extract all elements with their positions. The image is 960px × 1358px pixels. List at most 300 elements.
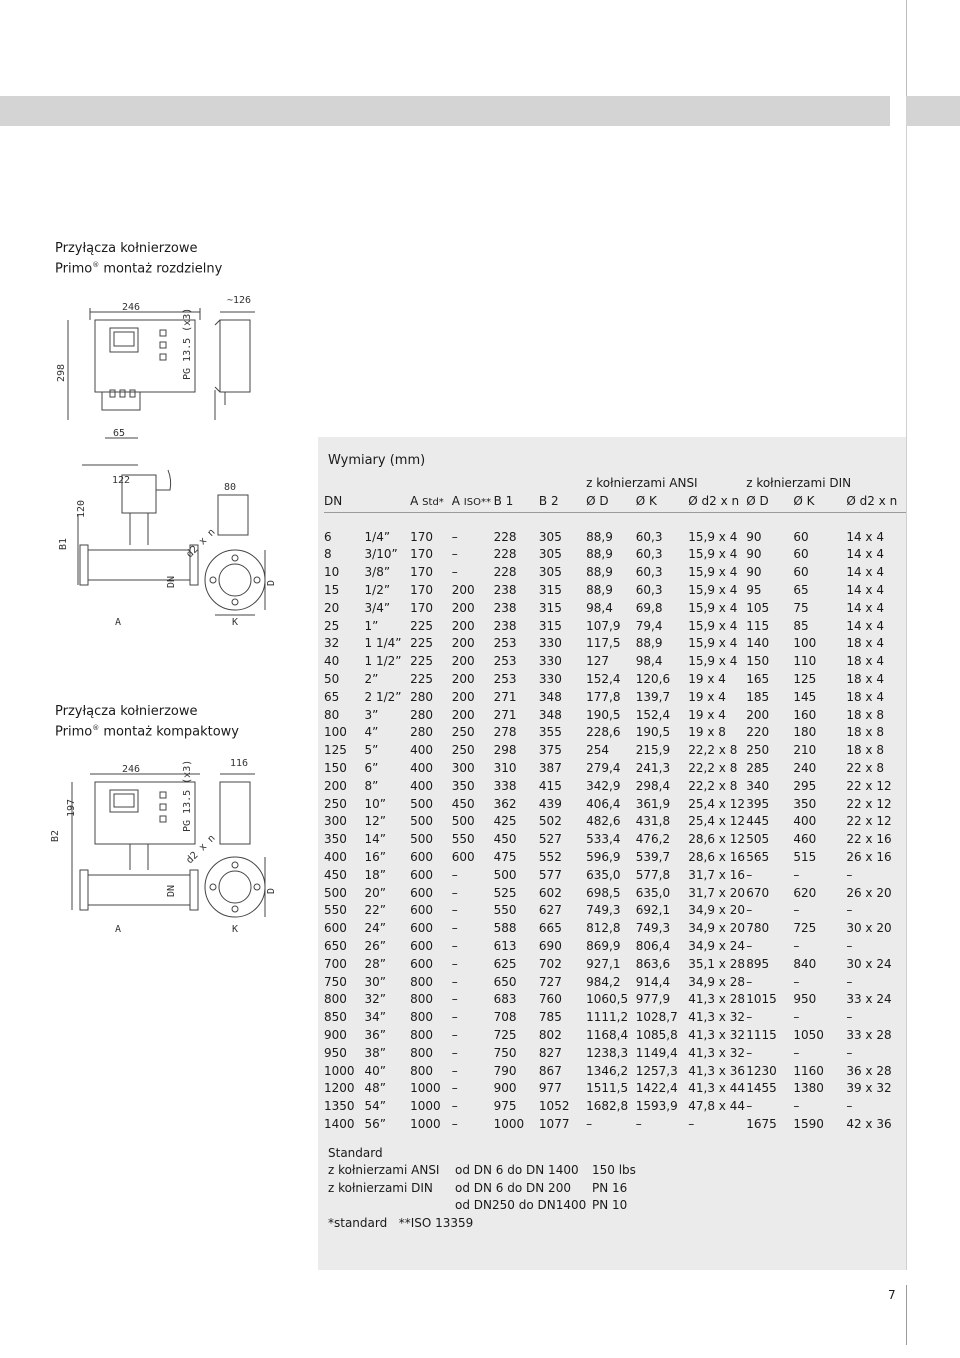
table-cell: 1077 <box>538 1116 570 1131</box>
table-cell: 250 <box>746 743 770 758</box>
table-cell: 95 <box>746 582 762 597</box>
table-cell: 22 x 12 <box>846 778 892 793</box>
standard-cell: PN 10 <box>592 1198 628 1213</box>
footnote-iso: **ISO 13359 <box>398 1215 474 1230</box>
col-b2: B 2 <box>539 493 586 512</box>
table-cell: – <box>451 921 458 936</box>
table-cell: 238 <box>493 582 517 597</box>
table-cell: 31,7 x 20 <box>688 885 745 900</box>
table-cell: 527 <box>538 832 562 847</box>
table-cell: 18” <box>364 867 387 882</box>
table-cell: 315 <box>538 600 562 615</box>
table-cell: – <box>451 547 458 562</box>
table-cell: 280 <box>410 707 434 722</box>
table-cell: 1111,2 <box>586 1010 629 1025</box>
table-cell: 450 <box>451 796 475 811</box>
table-cell: 800 <box>324 992 347 1007</box>
table-cell: 41,3 x 44 <box>688 1081 745 1096</box>
table-cell: 600 <box>410 921 434 936</box>
table-cell: – <box>793 867 800 882</box>
table-cell: 32 <box>324 636 340 651</box>
table-cell: 665 <box>538 921 562 936</box>
col-b1: B 1 <box>494 493 539 512</box>
table-cell: 1238,3 <box>586 1045 629 1060</box>
page-number: 7 <box>888 1288 896 1302</box>
standard-cell: z kołnierzami DIN <box>328 1180 433 1195</box>
table-cell: 14 x 4 <box>846 565 884 580</box>
table-cell: 34,9 x 20 <box>688 903 745 918</box>
table-row <box>324 902 906 920</box>
compact-label-dn: DN <box>166 884 177 897</box>
col-a-iso: A ISO** <box>452 493 494 512</box>
table-cell: 1115 <box>746 1027 777 1042</box>
table-cell: 330 <box>538 654 562 669</box>
table-cell: 827 <box>538 1045 562 1060</box>
table-cell: 19 x 4 <box>688 707 726 722</box>
table-cell: – <box>746 1045 753 1060</box>
table-cell: 90 <box>746 547 762 562</box>
table-cell: 727 <box>538 974 562 989</box>
table-cell: 505 <box>746 832 770 847</box>
table-cell: 1455 <box>746 1081 777 1096</box>
table-cell: 1422,4 <box>635 1081 678 1096</box>
table-row <box>324 707 906 725</box>
table-row <box>324 867 906 885</box>
dimensions-table <box>324 475 906 1134</box>
table-cell: – <box>846 1010 853 1025</box>
table-cell: 253 <box>493 636 517 651</box>
table-row <box>324 635 906 653</box>
table-cell: 60 <box>793 547 809 562</box>
table-row <box>324 778 906 796</box>
table-cell: 15,9 x 4 <box>688 582 738 597</box>
table-cell: 105 <box>746 600 770 615</box>
table-cell: – <box>846 974 853 989</box>
standard-row <box>328 1162 672 1179</box>
table-cell: 725 <box>793 921 817 936</box>
table-cell: 26 x 20 <box>846 885 892 900</box>
table-cell: 25 <box>324 618 340 633</box>
table-cell: 170 <box>410 582 434 597</box>
table-cell: 150 <box>324 760 347 775</box>
table-cell: 355 <box>538 725 562 740</box>
table-row <box>324 920 906 938</box>
table-cell: 200 <box>451 600 475 615</box>
table-cell: 400 <box>410 778 434 793</box>
table-cell: 650 <box>493 974 517 989</box>
table-cell: 170 <box>410 600 434 615</box>
table-cell: 298,4 <box>635 778 671 793</box>
table-cell: 802 <box>538 1027 562 1042</box>
table-cell: 361,9 <box>635 796 671 811</box>
table-cell: 550 <box>324 903 347 918</box>
table-cell: 1682,8 <box>586 1099 629 1114</box>
table-cell: 533,4 <box>586 832 621 847</box>
table-cell: 620 <box>793 885 817 900</box>
table-cell: 177,8 <box>586 689 621 704</box>
table-row <box>324 742 906 760</box>
table-cell: 450 <box>493 832 517 847</box>
table-cell: 280 <box>410 689 434 704</box>
compact-dim-side: 116 <box>230 758 249 769</box>
table-cell: 127 <box>586 654 610 669</box>
table-cell: – <box>746 903 753 918</box>
table-cell: 18 x 4 <box>846 689 884 704</box>
standard-row <box>328 1197 672 1214</box>
table-cell: 2” <box>364 671 379 686</box>
table-cell: 927,1 <box>586 956 621 971</box>
table-cell: 228 <box>493 565 517 580</box>
table-cell: 2 1/2” <box>364 689 402 704</box>
table-cell: 635,0 <box>635 885 671 900</box>
table-cell: 348 <box>538 707 562 722</box>
table-cell: 41,3 x 36 <box>688 1063 745 1078</box>
table-cell: 15,9 x 4 <box>688 636 738 651</box>
table-cell: 375 <box>538 743 562 758</box>
table-cell: 600 <box>410 938 434 953</box>
table-cell: 22 x 8 <box>846 760 884 775</box>
table-cell: 88,9 <box>586 547 613 562</box>
split-label-dn: DN <box>166 575 177 588</box>
table-cell: 387 <box>538 760 562 775</box>
table-cell: – <box>451 1099 458 1114</box>
compact-label-b2: B2 <box>50 829 61 842</box>
table-cell: 18 x 4 <box>846 671 884 686</box>
table-cell: 22” <box>364 903 387 918</box>
table-row <box>324 1045 906 1063</box>
table-cell: 41,3 x 32 <box>688 1045 745 1060</box>
table-cell: 115 <box>746 618 770 633</box>
table-cell: 28” <box>364 956 387 971</box>
table-cell: 41,3 x 32 <box>688 1027 745 1042</box>
compact-cable-gland: PG 13.5 (x3) <box>182 759 193 832</box>
table-cell: – <box>451 867 458 882</box>
table-cell: 1000 <box>410 1081 441 1096</box>
table-cell: 1346,2 <box>586 1063 629 1078</box>
standard-cell: od DN 6 do DN 200 <box>455 1180 571 1195</box>
table-row <box>324 831 906 849</box>
table-cell: 863,6 <box>635 956 671 971</box>
caption-compact-line1: Przyłącza kołnierzowe <box>55 704 198 719</box>
standard-table <box>328 1162 672 1214</box>
table-cell: 1028,7 <box>635 1010 678 1025</box>
footnotes <box>328 1215 672 1232</box>
table-cell: 1149,4 <box>635 1045 678 1060</box>
table-cell: 515 <box>793 849 817 864</box>
table-cell: 250 <box>324 796 347 811</box>
table-row <box>324 938 906 956</box>
table-cell: 627 <box>538 903 562 918</box>
table-cell: 30 x 20 <box>846 921 892 936</box>
table-row <box>324 974 906 992</box>
table-cell: 60,3 <box>635 529 663 544</box>
table-cell: 1060,5 <box>586 992 629 1007</box>
table-cell: 271 <box>493 689 517 704</box>
table-cell: 400 <box>793 814 817 829</box>
table-cell: 271 <box>493 707 517 722</box>
table-cell: 12” <box>364 814 387 829</box>
table-cell: 60,3 <box>635 565 663 580</box>
col-a-std: A Std* <box>410 493 452 512</box>
table-title: Wymiary (mm) <box>328 453 426 468</box>
table-cell: – <box>746 1099 753 1114</box>
table-cell: 228,6 <box>586 725 621 740</box>
table-cell: 253 <box>493 654 517 669</box>
table-cell: 445 <box>746 814 770 829</box>
table-cell: 400 <box>324 849 347 864</box>
table-cell: – <box>746 974 753 989</box>
table-cell: 1230 <box>746 1063 777 1078</box>
standard-cell: PN 16 <box>592 1180 628 1195</box>
col-ansi-d: Ø D <box>586 493 636 512</box>
table-cell: 107,9 <box>586 618 621 633</box>
col-din-k: Ø K <box>793 493 846 512</box>
table-cell: 15,9 x 4 <box>688 618 738 633</box>
table-cell: 725 <box>493 1027 517 1042</box>
table-cell: 50 <box>324 671 340 686</box>
table-cell: 650 <box>324 938 347 953</box>
table-cell: 750 <box>324 974 347 989</box>
table-cell: 700 <box>324 956 347 971</box>
table-cell: 1” <box>364 618 379 633</box>
table-cell: 31,7 x 16 <box>688 867 745 882</box>
compact-label-d: D <box>266 887 277 894</box>
table-cell: 14 x 4 <box>846 600 884 615</box>
table-cell: – <box>451 1010 458 1025</box>
table-cell: 310 <box>493 760 517 775</box>
table-cell: 500 <box>410 796 434 811</box>
table-row <box>324 991 906 1009</box>
table-cell: 60 <box>793 529 809 544</box>
table-cell: 200 <box>451 654 475 669</box>
table-cell: 180 <box>793 725 817 740</box>
table-cell: 305 <box>538 529 562 544</box>
table-cell: 840 <box>793 956 817 971</box>
table-cell: 1380 <box>793 1081 824 1096</box>
table-cell: 476,2 <box>635 832 671 847</box>
table-cell: 1593,9 <box>635 1099 678 1114</box>
table-cell: 1000 <box>324 1063 355 1078</box>
table-cell: 140 <box>746 636 770 651</box>
table-cell: 54” <box>364 1099 387 1114</box>
table-cell: 200 <box>324 778 347 793</box>
standard-cell <box>328 1197 455 1214</box>
table-cell: 330 <box>538 636 562 651</box>
table-cell: 145 <box>793 689 817 704</box>
table-cell: 26” <box>364 938 387 953</box>
table-cell: – <box>451 956 458 971</box>
table-cell: 225 <box>410 636 434 651</box>
table-cell: 185 <box>746 689 770 704</box>
table-cell: 3” <box>364 707 379 722</box>
table-cell: 600 <box>324 921 347 936</box>
table-cell: 100 <box>324 725 347 740</box>
table-row <box>324 529 906 547</box>
table-cell: 18 x 4 <box>846 636 884 651</box>
split-dim-flange-side: 80 <box>224 482 237 493</box>
table-cell: 238 <box>493 600 517 615</box>
table-cell: 1015 <box>746 992 777 1007</box>
table-cell: 950 <box>793 992 817 1007</box>
table-cell: 1052 <box>538 1099 570 1114</box>
table-cell: 200 <box>451 671 475 686</box>
table-cell: 34,9 x 24 <box>688 938 745 953</box>
table-cell: 625 <box>493 956 517 971</box>
table-row <box>324 618 906 636</box>
table-row <box>324 796 906 814</box>
table-cell: – <box>451 885 458 900</box>
table-cell: 15,9 x 4 <box>688 565 738 580</box>
table-cell: 18 x 8 <box>846 743 884 758</box>
split-label-d2n: d2 x n <box>184 526 218 561</box>
table-cell: 39 x 32 <box>846 1081 892 1096</box>
header-bar <box>0 96 890 126</box>
table-cell: 100 <box>793 636 817 651</box>
table-cell: 315 <box>538 582 562 597</box>
table-row <box>324 813 906 831</box>
table-row <box>324 1063 906 1081</box>
table-cell: 28,6 x 12 <box>688 832 745 847</box>
table-cell: 250 <box>451 743 475 758</box>
table-cell: 3/10” <box>364 547 398 562</box>
table-cell: – <box>451 992 458 1007</box>
table-cell: 300 <box>324 814 347 829</box>
table-row <box>324 564 906 582</box>
table-cell: 4” <box>364 725 379 740</box>
table-cell: 20” <box>364 885 387 900</box>
table-row <box>324 1098 906 1116</box>
table-cell: 220 <box>746 725 770 740</box>
table-cell: 500 <box>410 814 434 829</box>
table-cell: 450 <box>324 867 347 882</box>
table-cell: – <box>793 938 800 953</box>
table-cell: 32” <box>364 992 387 1007</box>
table-cell: 708 <box>493 1010 517 1025</box>
table-cell: 253 <box>493 671 517 686</box>
table-cell: 502 <box>538 814 562 829</box>
table-cell: 30 x 24 <box>846 956 892 971</box>
table-cell: – <box>793 974 800 989</box>
table-cell: – <box>846 867 853 882</box>
table-cell: 19 x 4 <box>688 689 726 704</box>
table-cell: 60 <box>793 565 809 580</box>
table-cell: – <box>793 1045 800 1060</box>
split-label-d: D <box>266 579 277 586</box>
compact-label-d2n: d2 x n <box>184 832 218 867</box>
split-label-k: K <box>232 617 239 628</box>
table-row <box>324 724 906 742</box>
split-mount-drawing <box>50 290 290 640</box>
table-cell: 806,4 <box>635 938 671 953</box>
table-cell: 550 <box>493 903 517 918</box>
table-cell: 895 <box>746 956 770 971</box>
table-cell: 42 x 36 <box>846 1116 892 1131</box>
table-cell: 600 <box>410 903 434 918</box>
table-cell: 439 <box>538 796 562 811</box>
table-column-header <box>324 493 906 512</box>
table-cell: – <box>451 1116 458 1131</box>
table-cell: 338 <box>493 778 517 793</box>
table-row <box>324 760 906 778</box>
table-cell: 279,4 <box>586 760 621 775</box>
table-cell: 190,5 <box>586 707 621 722</box>
table-cell: 22 x 12 <box>846 814 892 829</box>
table-cell: 160 <box>793 707 817 722</box>
table-cell: 588 <box>493 921 517 936</box>
table-cell: 190,5 <box>635 725 671 740</box>
table-cell: 228 <box>493 547 517 562</box>
standard-title: Standard <box>328 1146 383 1160</box>
split-dim-bottom: 65 <box>113 428 126 439</box>
table-cell: 406,4 <box>586 796 621 811</box>
table-cell: 800 <box>410 1063 434 1078</box>
table-cell: 90 <box>746 565 762 580</box>
table-row <box>324 1009 906 1027</box>
table-cell: 15,9 x 4 <box>688 600 738 615</box>
table-cell: 69,8 <box>635 600 663 615</box>
table-cell: 812,8 <box>586 921 621 936</box>
table-cell: 14 x 4 <box>846 547 884 562</box>
table-cell: 702 <box>538 956 562 971</box>
table-cell: 225 <box>410 654 434 669</box>
table-cell: 60,3 <box>635 582 663 597</box>
table-cell: 600 <box>410 867 434 882</box>
table-cell: – <box>451 1063 458 1078</box>
caption-split-line2: Primo® montaż rozdzielny <box>55 261 223 277</box>
table-cell: 22,2 x 8 <box>688 743 738 758</box>
table-cell: 1050 <box>793 1027 824 1042</box>
table-cell: 565 <box>746 849 770 864</box>
table-cell: 22 x 12 <box>846 796 892 811</box>
table-cell: 1400 <box>324 1116 355 1131</box>
table-cell: 635,0 <box>586 867 621 882</box>
table-cell: 613 <box>493 938 517 953</box>
table-cell: 28,6 x 16 <box>688 849 745 864</box>
table-cell: 24” <box>364 921 387 936</box>
caption-split-line1: Przyłącza kołnierzowe <box>55 241 198 256</box>
table-cell: 98,4 <box>586 600 613 615</box>
table-row <box>324 1080 906 1098</box>
table-cell: – <box>688 1116 695 1131</box>
table-cell: – <box>451 903 458 918</box>
col-din-d: Ø D <box>746 493 793 512</box>
table-cell: 1350 <box>324 1099 355 1114</box>
table-cell: 18 x 4 <box>846 654 884 669</box>
table-row <box>324 956 906 974</box>
table-cell: 415 <box>538 778 562 793</box>
table-cell: 254 <box>586 743 610 758</box>
group-din: z kołnierzami DIN <box>746 476 852 490</box>
table-cell: 14” <box>364 832 387 847</box>
table-cell: 1257,3 <box>635 1063 678 1078</box>
table-cell: – <box>451 565 458 580</box>
table-cell: 34,9 x 28 <box>688 974 745 989</box>
table-cell: 750 <box>493 1045 517 1060</box>
table-cell: 500 <box>410 832 434 847</box>
table-row <box>324 582 906 600</box>
table-cell: 85 <box>793 618 809 633</box>
caption-split-mount <box>55 240 222 277</box>
table-row <box>324 1027 906 1045</box>
dimensions-panel <box>318 437 906 1270</box>
standard-cell: z kołnierzami ANSI <box>328 1163 440 1178</box>
table-cell: 150 <box>746 654 770 669</box>
table-cell: – <box>451 529 458 544</box>
table-cell: 315 <box>538 618 562 633</box>
table-cell: 40 <box>324 654 340 669</box>
table-cell: 88,9 <box>586 582 613 597</box>
table-cell: 1085,8 <box>635 1027 678 1042</box>
